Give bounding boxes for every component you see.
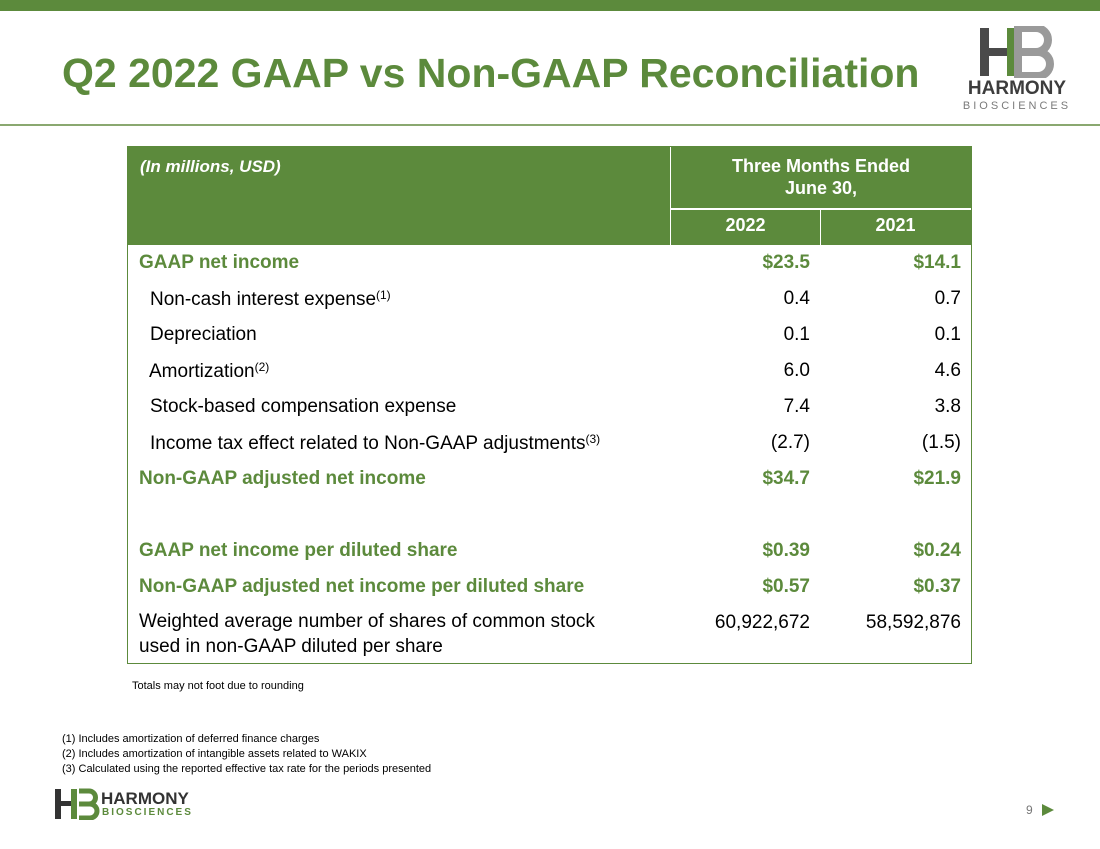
reconciliation-table [127, 146, 972, 664]
table-row [128, 245, 971, 281]
row-label: Weighted average number of shares of common stock used in non-GAAP diluted per share [139, 611, 595, 657]
value-2022: 60,922,672 [714, 612, 810, 633]
table-row [128, 425, 971, 461]
value-2022: (2.7) [770, 432, 810, 453]
value-2022: 7.4 [783, 396, 810, 417]
logo-bottom-brand: HARMONY [101, 789, 189, 808]
period-header [671, 155, 971, 199]
table-row [128, 461, 971, 497]
row-label: GAAP net income per diluted share [139, 540, 458, 561]
period-header-line1: Three Months Ended [731, 156, 910, 176]
row-label: Amortization$^{(2)}$ [149, 360, 270, 382]
value-2022: $23.5 [762, 252, 810, 273]
harmony-logo-bottom [54, 786, 214, 820]
value-2022: 0.1 [783, 324, 810, 345]
page-number: 9 [1026, 803, 1033, 817]
value-2021: $0.24 [913, 540, 961, 561]
value-2022: 6.0 [783, 360, 810, 381]
rounding-note: Totals may not foot due to rounding [132, 680, 304, 692]
row-label: Income tax effect related to Non-GAAP adjustments$^{(3)}$ [150, 432, 601, 454]
value-2022: 0.4 [783, 288, 810, 309]
footnotes [62, 732, 431, 777]
row-label: GAAP net income [139, 252, 300, 273]
year-2022-header: 2022 [725, 215, 766, 235]
value-2022: $0.39 [762, 540, 810, 561]
title-divider [0, 124, 1100, 126]
footnote-2: (2) Includes amortization of intangible assets related to WAKIX [62, 748, 367, 760]
value-2021: $0.37 [913, 576, 961, 597]
period-header-line2: June 30, [784, 178, 858, 198]
value-2021: 0.7 [934, 288, 961, 309]
row-label: Stock-based compensation expense [150, 396, 457, 417]
value-2022: $34.7 [762, 468, 810, 489]
next-arrow-icon[interactable] [1041, 803, 1055, 817]
row-label: Depreciation [150, 324, 257, 345]
table-row [128, 353, 971, 389]
row-label: Non-GAAP adjusted net income per diluted share [139, 576, 585, 597]
logo-bottom-sub: BIOSCIENCES [102, 807, 193, 818]
table-row [128, 533, 971, 569]
value-2022: $0.57 [762, 576, 810, 597]
top-accent-bar [0, 0, 1100, 11]
value-2021: 4.6 [934, 360, 961, 381]
units-label: (In millions, USD) [140, 157, 281, 176]
value-2021: 3.8 [934, 396, 961, 417]
slide-title: Q2 2022 GAAP vs Non-GAAP Reconciliation [62, 50, 920, 96]
period-divider [671, 208, 971, 210]
footnote-1: (1) Includes amortization of deferred finance charges [62, 733, 320, 745]
row-label: Non-GAAP adjusted net income [139, 468, 426, 489]
table-row [128, 605, 971, 657]
harmony-logo-top [962, 26, 1072, 112]
row-label: Non-cash interest expense$^{(1)}$ [150, 288, 391, 310]
value-2021: (1.5) [921, 432, 961, 453]
table-row [128, 569, 971, 605]
table-row [128, 317, 971, 353]
table-row [128, 389, 971, 425]
table-row [128, 281, 971, 317]
hb-logo-mark-icon [978, 26, 1058, 78]
year-2021-header: 2021 [875, 215, 916, 235]
logo-brand-text: HARMONY [967, 78, 1067, 99]
hb-logo-small-icon [54, 788, 100, 820]
footnote-3: (3) Calculated using the reported effective tax rate for the periods presented [62, 763, 432, 775]
value-2021: 58,592,876 [865, 612, 961, 633]
value-2021: $14.1 [913, 252, 961, 273]
logo-sub-text: BIOSCIENCES [962, 100, 1072, 112]
value-2021: $21.9 [913, 468, 961, 489]
value-2021: 0.1 [934, 324, 961, 345]
table-header [128, 147, 971, 245]
